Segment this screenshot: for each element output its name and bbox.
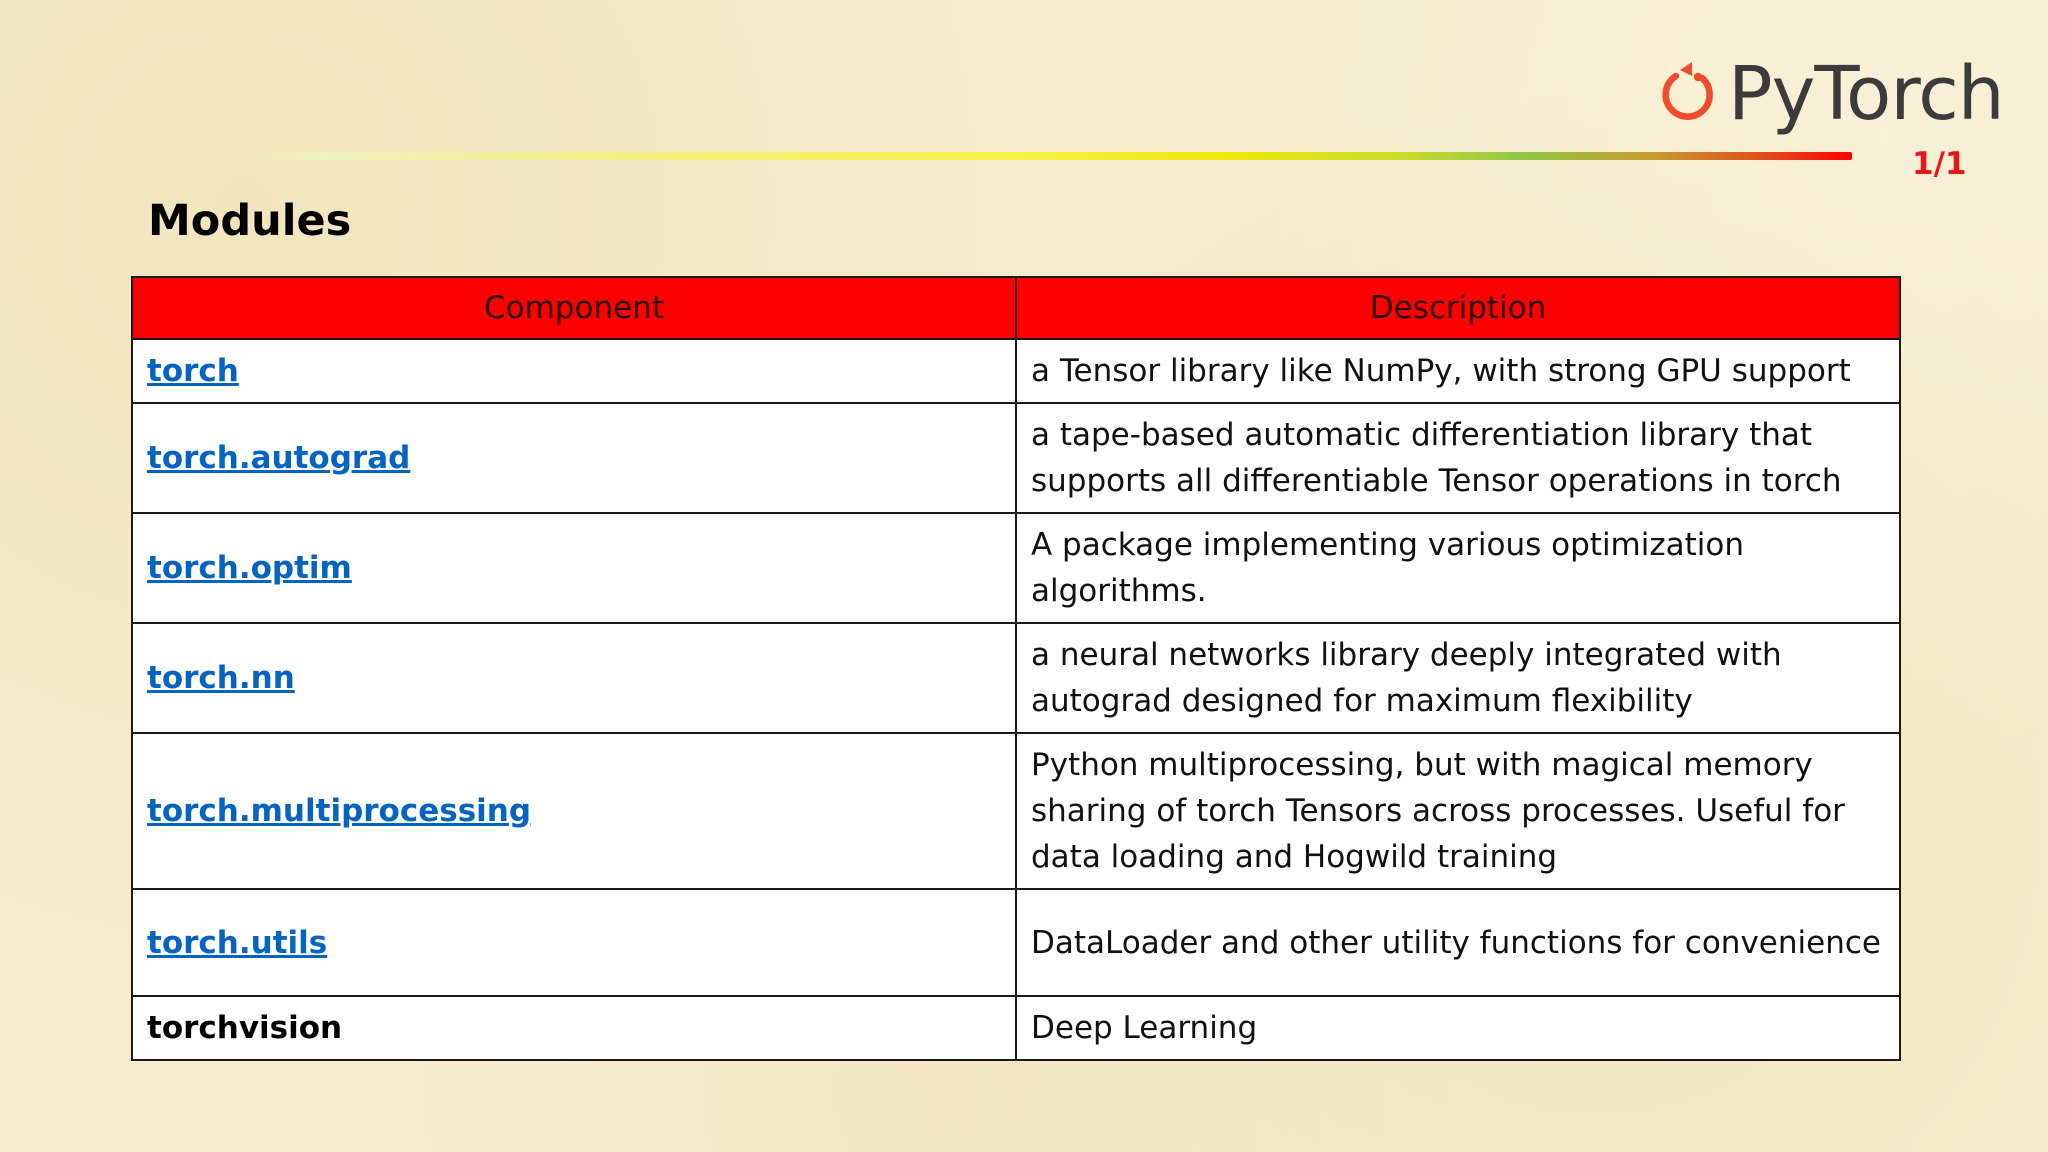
column-header-component: Component: [132, 277, 1016, 339]
header-separator: [226, 152, 1852, 160]
table-header-row: [132, 277, 1900, 339]
table-row: [132, 889, 1900, 996]
table-row: [132, 996, 1900, 1060]
module-description: a tape-based automatic differentiation library that supports all differentiable Tensor operations in torch: [1031, 417, 1842, 499]
description-cell: [1016, 623, 1900, 733]
pytorch-flame-icon: [1658, 62, 1716, 126]
column-header-description: Description: [1016, 277, 1900, 339]
component-cell: [132, 513, 1016, 623]
module-description: A package implementing various optimization algorithms.: [1031, 527, 1745, 609]
table-row: [132, 513, 1900, 623]
module-link-torch-optim[interactable]: torch.optim: [147, 550, 352, 586]
module-description: a neural networks library deeply integrated with autograd designed for maximum flexibility: [1031, 637, 1782, 719]
component-cell: [132, 403, 1016, 513]
table-row: [132, 623, 1900, 733]
module-description: a Tensor library like NumPy, with strong GPU support: [1031, 353, 1851, 389]
table-row: [132, 403, 1900, 513]
component-cell: [132, 996, 1016, 1060]
module-name-torchvision: torchvision: [147, 1010, 343, 1046]
component-cell: [132, 339, 1016, 403]
table-row: [132, 733, 1900, 889]
page-number: 1/1: [1912, 146, 1967, 182]
logo-text: PyTorch: [1728, 51, 2004, 137]
modules-table: [131, 276, 1901, 1061]
page-title: Modules: [148, 196, 352, 246]
description-cell: [1016, 513, 1900, 623]
description-cell: [1016, 733, 1900, 889]
component-cell: [132, 623, 1016, 733]
module-description: DataLoader and other utility functions for convenience: [1031, 924, 1881, 961]
description-cell: [1016, 889, 1900, 996]
module-link-torch-autograd[interactable]: torch.autograd: [147, 440, 411, 476]
pytorch-logo: [1658, 44, 2004, 144]
description-cell: [1016, 996, 1900, 1060]
module-link-torch[interactable]: torch: [147, 353, 239, 389]
table-row: [132, 339, 1900, 403]
component-cell: [132, 733, 1016, 889]
module-description: Python multiprocessing, but with magical memory sharing of torch Tensors across processes. Useful for data loading and Hogwild training: [1031, 747, 1845, 875]
module-link-torch-utils[interactable]: torch.utils: [147, 924, 328, 961]
module-link-torch-multiprocessing[interactable]: torch.multiprocessing: [147, 793, 532, 829]
module-description: Deep Learning: [1031, 1010, 1258, 1046]
description-cell: [1016, 403, 1900, 513]
description-cell: [1016, 339, 1900, 403]
module-link-torch-nn[interactable]: torch.nn: [147, 660, 295, 696]
component-cell: [132, 889, 1016, 996]
